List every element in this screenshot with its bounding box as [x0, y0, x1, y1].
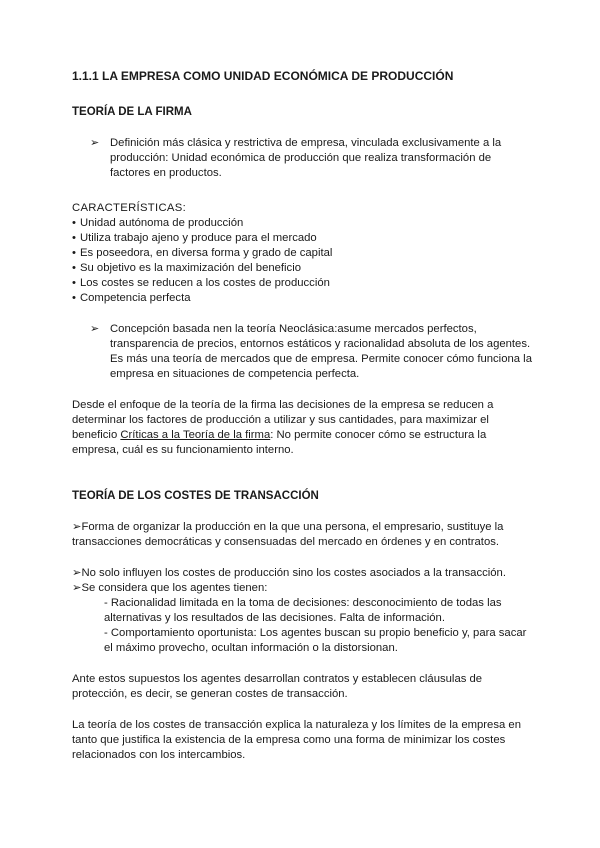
document-title: 1.1.1 LA EMPRESA COMO UNIDAD ECONÓMICA DE PRODUCCIÓN: [72, 69, 454, 83]
paragraph-agents: [72, 581, 532, 596]
dash-item-bounded-rationality: - Racionalidad limitada en la toma de decisiones: desconocimiento de todas las alternativas y los resultados de las decisiones. Falta de información.: [104, 597, 502, 624]
paragraph-text: Desde el enfoque de la teoría de la firma las decisiones de la empresa se reducen a determinar los factores de producción a utilizar y sus cantidades, para maximizar el beneficio: [72, 399, 494, 441]
characteristics-title: CARACTERÍSTICAS:: [72, 202, 187, 214]
paragraph-organize-production: [72, 520, 532, 550]
characteristics-list: [72, 216, 532, 306]
arrow-item-neoclassical: [90, 322, 532, 382]
list-item: • Competencia perfecta: [72, 291, 532, 306]
paragraph-costs-influence: [72, 566, 532, 581]
section-heading-transaction-costs: TEORÍA DE LOS COSTES DE TRANSACCIÓN: [72, 490, 319, 502]
paragraph-firm-approach: [72, 398, 532, 458]
arrow-bullet-icon: ➢: [90, 323, 100, 335]
list-item: • Su objetivo es la maximización del beneficio: [72, 261, 532, 276]
arrow-bullet-icon: ➢: [90, 137, 100, 149]
critique-label: Críticas a la Teoría de la firma: [120, 429, 271, 441]
paragraph-contracts: Ante estos supuestos los agentes desarrollan contratos y establecen cláusulas de protección, es decir, se generan costes de transacción.: [72, 673, 483, 700]
list-item: • Unidad autónoma de producción: [72, 216, 532, 231]
paragraph-text: Forma de organizar la producción en la que una persona, el empresario, sustituye la transacciones democráticas y consensuadas del mercado en órdenes y en contratos.: [72, 521, 504, 548]
critique-text: : No permite conocer cómo se estructura la empresa, cuál es su funcionamiento interno.: [72, 429, 487, 456]
paragraph-text: Se considera que los agentes tienen:: [81, 582, 268, 594]
list-item: • Utiliza trabajo ajeno y produce para el mercado: [72, 231, 532, 246]
list-item: • Los costes se reducen a los costes de producción: [72, 276, 532, 291]
dash-item-opportunism: - Comportamiento oportunista: Los agentes buscan su propio beneficio y, para sacar el máximo provecho, ocultan información o la distorsionan.: [104, 627, 527, 654]
paragraph-transaction-theory: La teoría de los costes de transacción explica la naturaleza y los límites de la empresa en tanto que justifica la existencia de la empresa como una forma de minimizar los costes relacionados con los intercambios.: [72, 719, 521, 761]
document-page: [72, 68, 532, 763]
paragraph-text: No solo influyen los costes de producción sino los costes asociados a la transacción.: [81, 567, 506, 579]
section-heading-theory-firm: TEORÍA DE LA FIRMA: [72, 106, 192, 118]
list-item: • Es poseedora, en diversa forma y grado de capital: [72, 246, 532, 261]
arrow-item-text: Definición más clásica y restrictiva de empresa, vinculada exclusivamente a la producción: Unidad económica de producción que realiza transformación de factores en productos.: [110, 137, 502, 179]
arrow-item-text: Concepción basada nen la teoría Neoclásica:asume mercados perfectos, transparencia de precios, entornos estáticos y racionalidad absoluta de los agentes. Es más una teoría de mercados que de empresa. Permite conocer cómo funciona la empresa en situaciones de competencia perfecta.: [110, 323, 532, 380]
arrow-item-definition: [90, 136, 532, 181]
